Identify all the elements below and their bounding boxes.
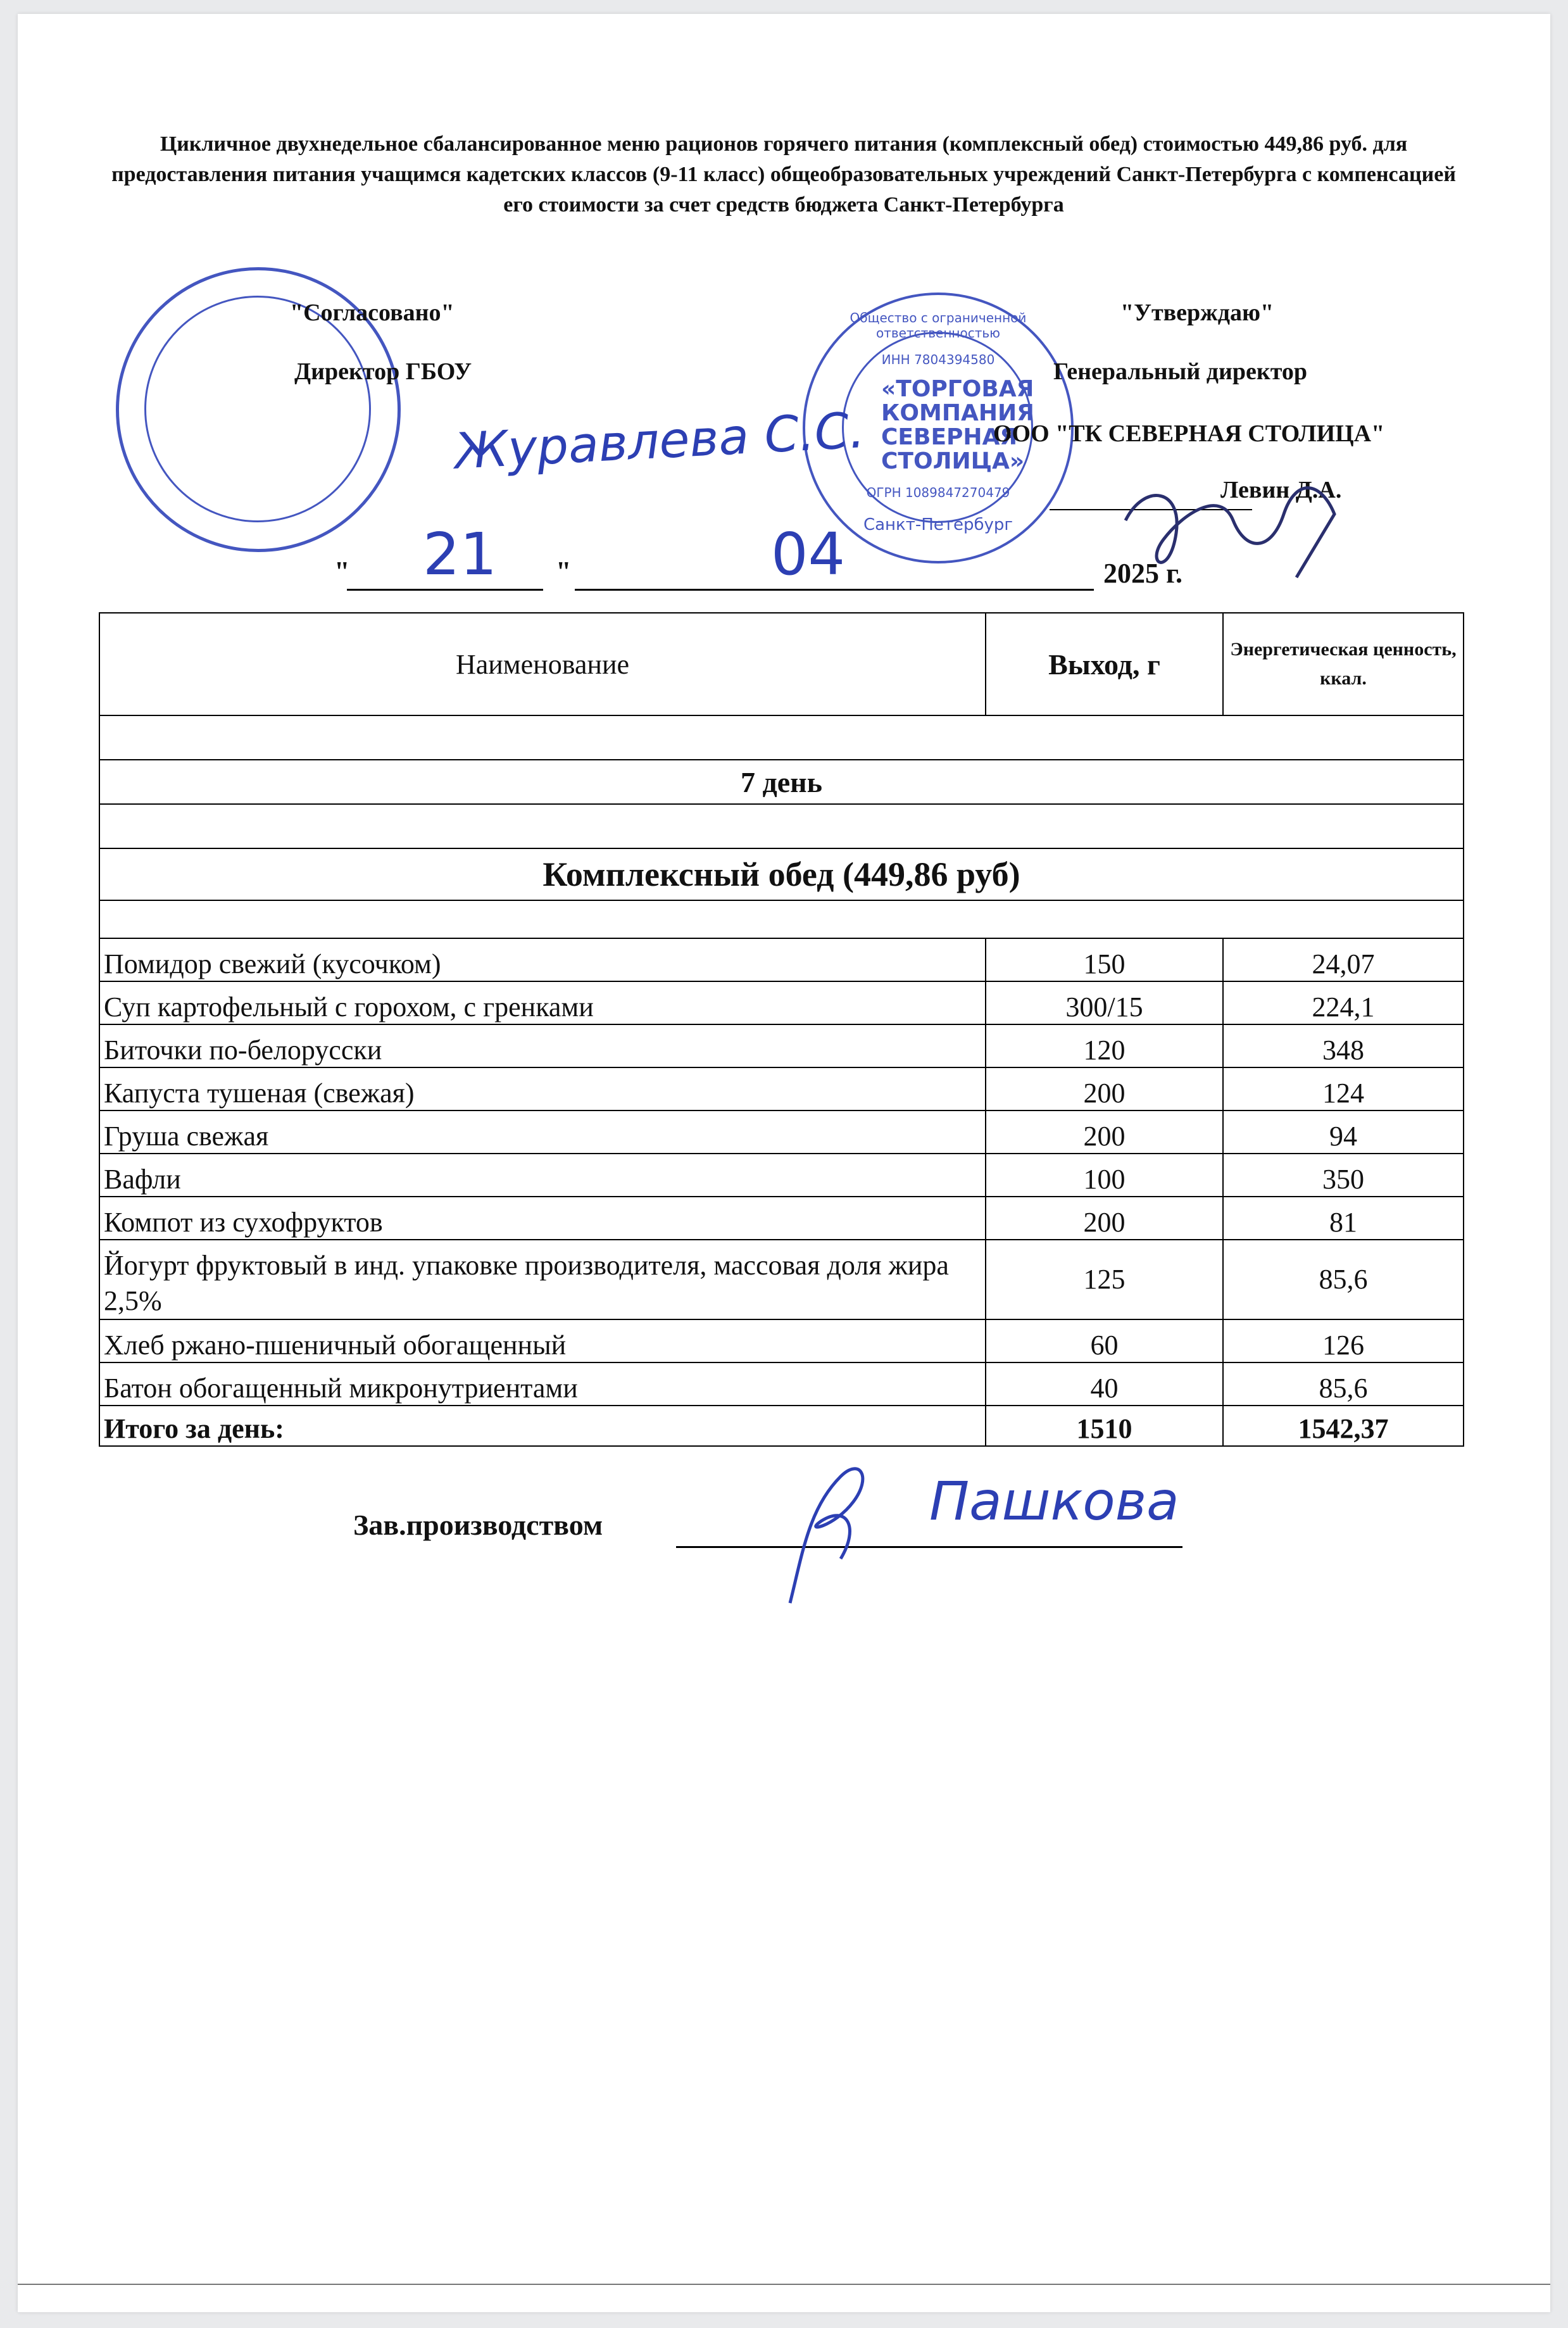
stamp-ogrn: ОГРН 1089847270479 xyxy=(866,485,1010,500)
stamp-center-text: «ТОРГОВАЯ КОМПАНИЯ СЕВЕРНАЯ СТОЛИЦА» xyxy=(881,376,1034,474)
item-yield: 200 xyxy=(986,1111,1223,1154)
item-name: Вафли xyxy=(99,1154,986,1197)
item-energy: 124 xyxy=(1223,1067,1464,1111)
total-label: Итого за день: xyxy=(99,1406,986,1446)
item-energy: 81 xyxy=(1223,1197,1464,1240)
item-name: Груша свежая xyxy=(99,1111,986,1154)
table-row xyxy=(99,981,1464,1024)
table-row xyxy=(99,1154,1464,1197)
page-fold-line xyxy=(18,2284,1550,2285)
blank-row xyxy=(99,715,1464,760)
table-row xyxy=(99,1240,1464,1319)
item-yield: 300/15 xyxy=(986,981,1223,1024)
production-head-signature: Пашкова xyxy=(929,1470,1179,1532)
date-month: 04 xyxy=(771,520,846,588)
table-row xyxy=(99,1067,1464,1111)
company-name: ООО "ТК СЕВЕРНАЯ СТОЛИЦА" xyxy=(993,420,1385,447)
total-yield: 1510 xyxy=(986,1406,1223,1446)
table-row xyxy=(99,1362,1464,1406)
table-row xyxy=(99,1024,1464,1067)
document-page xyxy=(18,14,1550,2312)
item-yield: 125 xyxy=(986,1240,1223,1319)
item-name: Компот из сухофруктов xyxy=(99,1197,986,1240)
item-name: Биточки по-белорусски xyxy=(99,1024,986,1067)
item-yield: 40 xyxy=(986,1362,1223,1406)
approve-heading: "Утверждаю" xyxy=(1120,299,1274,326)
item-energy: 350 xyxy=(1223,1154,1464,1197)
stamp-city: Санкт-Петербург xyxy=(863,515,1013,534)
item-yield: 60 xyxy=(986,1319,1223,1362)
header-name: Наименование xyxy=(99,613,986,715)
day-label: 7 день xyxy=(99,760,1464,804)
item-energy: 85,6 xyxy=(1223,1362,1464,1406)
date-day: 21 xyxy=(423,520,498,588)
blank-row xyxy=(99,804,1464,848)
total-row xyxy=(99,1406,1464,1446)
production-head-label: Зав.производством xyxy=(353,1509,603,1541)
item-yield: 200 xyxy=(986,1197,1223,1240)
header-energy: Энергетическая ценность, ккал. xyxy=(1223,613,1464,715)
item-energy: 24,07 xyxy=(1223,938,1464,981)
menu-table xyxy=(99,612,1464,1447)
item-yield: 100 xyxy=(986,1154,1223,1197)
date-day-line xyxy=(347,589,543,591)
table-row xyxy=(99,1197,1464,1240)
item-energy: 224,1 xyxy=(1223,981,1464,1024)
director-signature: Журавлева С.С. xyxy=(453,402,867,481)
date-open-quote: " xyxy=(334,556,350,587)
section-row xyxy=(99,848,1464,900)
item-energy: 94 xyxy=(1223,1111,1464,1154)
item-energy: 85,6 xyxy=(1223,1240,1464,1319)
document-title: Цикличное двухнедельное сбалансированное меню рационов горячего питания (комплексный обед) стоимостью 449,86 руб. для предоставления питания учащимся кадетских классов (9-11 класс) общеобразовательных учреждений Санкт-Петербурга с компенсацией его стоимости за счет средств бюджета Санкт-Петербурга xyxy=(111,132,1456,217)
item-yield: 150 xyxy=(986,938,1223,981)
day-row xyxy=(99,760,1464,804)
table-header-row xyxy=(99,613,1464,715)
production-head-line xyxy=(676,1546,1182,1548)
item-energy: 126 xyxy=(1223,1319,1464,1362)
agreed-heading: "Согласовано" xyxy=(290,299,455,326)
section-label: Комплексный обед (449,86 руб) xyxy=(99,848,1464,900)
date-close-quote: " xyxy=(556,556,572,587)
school-director-title: Директор ГБОУ xyxy=(294,358,472,385)
item-name: Помидор свежий (кусочком) xyxy=(99,938,986,981)
signer-name: Левин Д.А. xyxy=(1220,477,1342,503)
item-name: Капуста тушеная (свежая) xyxy=(99,1067,986,1111)
table-row xyxy=(99,1319,1464,1362)
production-head-signature-mark xyxy=(765,1451,891,1616)
stamp-ring-text: Общество с ограниченной ответственностью xyxy=(850,310,1027,341)
blank-row xyxy=(99,900,1464,938)
total-energy: 1542,37 xyxy=(1223,1406,1464,1446)
item-energy: 348 xyxy=(1223,1024,1464,1067)
item-name: Батон обогащенный микронутриентами xyxy=(99,1362,986,1406)
item-yield: 120 xyxy=(986,1024,1223,1067)
item-name: Хлеб ржано-пшеничный обогащенный xyxy=(99,1319,986,1362)
table-row xyxy=(99,1111,1464,1154)
date-month-line xyxy=(575,589,1094,591)
table-row xyxy=(99,938,1464,981)
stamp-inn: ИНН 7804394580 xyxy=(881,352,995,367)
date-year: 2025 г. xyxy=(1103,558,1183,589)
item-name: Йогурт фруктовый в инд. упаковке производителя, массовая доля жира 2,5% xyxy=(99,1240,986,1319)
item-name: Суп картофельный с горохом, с гренками xyxy=(99,981,986,1024)
item-yield: 200 xyxy=(986,1067,1223,1111)
general-director-title: Генеральный директор xyxy=(1053,358,1308,385)
header-yield: Выход, г xyxy=(986,613,1223,715)
